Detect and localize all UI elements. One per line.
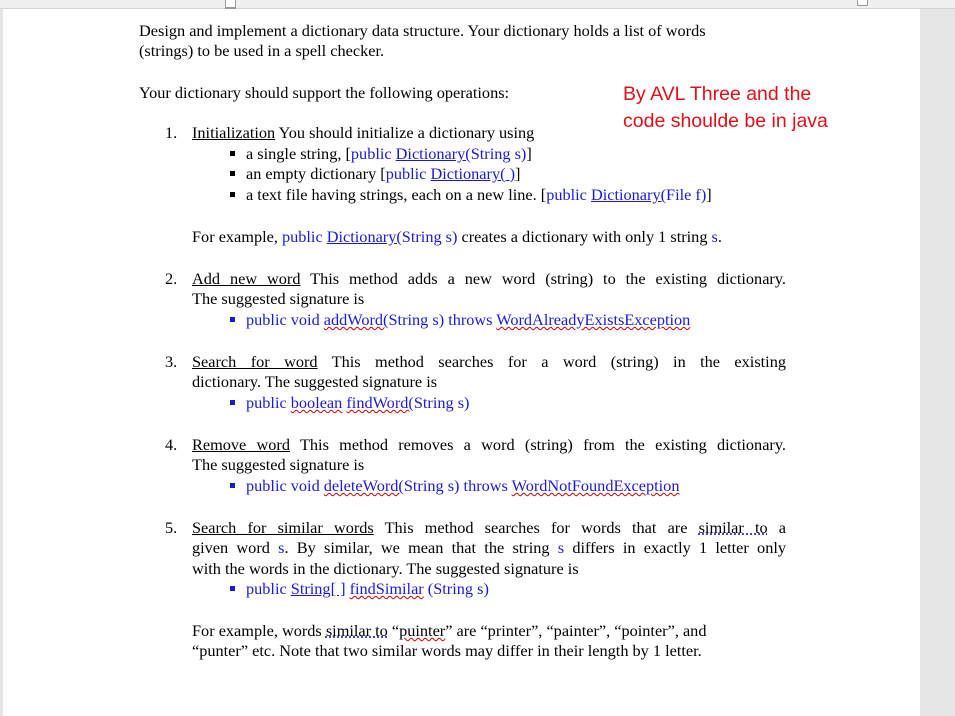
signature-line [246, 476, 679, 496]
bullet-icon [230, 171, 235, 176]
code: String s) [413, 393, 470, 412]
text: . By similar, we mean that the string [284, 538, 558, 557]
code: (String s) [423, 579, 489, 598]
intro-line-2: (strings) to be used in a spell checker. [139, 41, 385, 60]
item-text: This method removes a word (string) from the existing dictionary. [289, 435, 786, 454]
example-line-2: “punter” etc. Note that two similar words may differ in their length by 1 letter. [192, 641, 702, 660]
bullet-line [246, 144, 532, 164]
code: public [281, 227, 327, 246]
signature-line [246, 393, 469, 413]
spelling-flag: puinter [399, 621, 446, 640]
item-5-line [192, 518, 786, 538]
code-link[interactable]: String[ ] [290, 579, 346, 598]
item-title: Initialization [192, 123, 276, 142]
item-2-line [192, 269, 786, 289]
code: public void [246, 476, 324, 495]
bullet-icon [230, 192, 235, 197]
text: “ [387, 621, 400, 640]
text: differs in exactly 1 letter only [564, 538, 786, 557]
grammar-flag: similar to [325, 621, 388, 640]
text: For example, [192, 227, 282, 246]
grammar-flag: similar to [698, 518, 768, 537]
margin-marker [857, 0, 868, 6]
item-text: You should initialize a dictionary using [275, 123, 535, 142]
code: public void [246, 310, 324, 329]
code: String s) throws [388, 310, 497, 329]
code: WordNotFoundException [511, 476, 680, 495]
text: a single string, [ [246, 144, 351, 163]
text: . [717, 227, 722, 246]
text: ” are “printer”, “painter”, “pointer”, and [445, 621, 707, 640]
item-text: This method adds a new word (string) to the existing dictionary. [300, 269, 786, 288]
bullet-icon [230, 151, 235, 156]
code: File f) [666, 185, 707, 204]
code: s [711, 227, 718, 246]
code-link[interactable]: Dictionary( ) [430, 164, 516, 183]
item-3-line [192, 352, 786, 372]
margin-marker [225, 0, 236, 8]
item-title: Remove word [192, 435, 290, 454]
code: public [546, 185, 591, 204]
signature-line [246, 310, 690, 330]
code: WordAlreadyExistsException [496, 310, 691, 329]
bullet-line [246, 164, 520, 184]
text: ] [706, 185, 712, 204]
code: boolean [290, 393, 343, 412]
bullet-line [246, 185, 712, 205]
item-text: dictionary. The suggested signature is [192, 372, 438, 391]
code: public [385, 164, 431, 183]
item-number: 2. [165, 269, 178, 288]
example-line [192, 621, 706, 641]
annotation-note-2: code shoulde be in java [623, 110, 828, 132]
bullet-icon [230, 317, 235, 322]
code-link[interactable]: Dictionary( [590, 185, 667, 204]
item-5-line-2 [192, 538, 786, 558]
text: ] [515, 164, 521, 183]
item-number: 3. [165, 352, 178, 371]
text: ] [526, 144, 532, 163]
item-1-line [192, 123, 534, 143]
item-text: a [767, 518, 786, 537]
text: For example, words [192, 621, 326, 640]
intro-line-1: Design and implement a dictionary data structure. Your dictionary holds a list of words [139, 21, 706, 40]
item-number: 5. [165, 518, 178, 537]
item-text: This method searches for a word (string) in the existing [317, 352, 786, 371]
item-text: This method searches for words that are [373, 518, 699, 537]
signature-line [246, 579, 489, 599]
code-link[interactable]: Dictionary( [395, 144, 471, 163]
item-title: Add new word [192, 269, 301, 288]
code-link[interactable]: Dictionary( [326, 227, 402, 246]
item-text: with the words in the dictionary. The suggested signature is [192, 559, 579, 578]
bullet-icon [230, 586, 235, 591]
code: findSimilar [349, 579, 424, 598]
bullet-icon [230, 483, 235, 488]
code: public [350, 144, 396, 163]
code: String s) [401, 227, 458, 246]
code: public [246, 579, 291, 598]
text: an empty dictionary [ [246, 164, 386, 183]
example-line [192, 227, 722, 247]
text: given word [192, 538, 279, 557]
code: s [278, 538, 285, 557]
text: creates a dictionary with only 1 string [457, 227, 712, 246]
code: findWord( [346, 393, 414, 412]
ops-intro: Your dictionary should support the following operations: [139, 83, 510, 102]
item-text: The suggested signature is [192, 289, 365, 308]
item-4-line [192, 435, 786, 455]
text: a text file having strings, each on a new line. [ [246, 185, 547, 204]
code: s [557, 538, 565, 557]
code: String s) [470, 144, 527, 163]
ruler-strip [0, 0, 955, 9]
item-title: Search for similar words [192, 518, 374, 537]
code: deleteWord( [323, 476, 404, 495]
item-text: The suggested signature is [192, 455, 365, 474]
bullet-icon [230, 400, 235, 405]
code: String s) throws [403, 476, 512, 495]
item-number: 4. [165, 435, 178, 454]
annotation-note-1: By AVL Three and the [623, 83, 812, 105]
item-title: Search for word [192, 352, 318, 371]
code: public [246, 393, 291, 412]
code: addWord( [323, 310, 389, 329]
item-number: 1. [165, 123, 178, 142]
